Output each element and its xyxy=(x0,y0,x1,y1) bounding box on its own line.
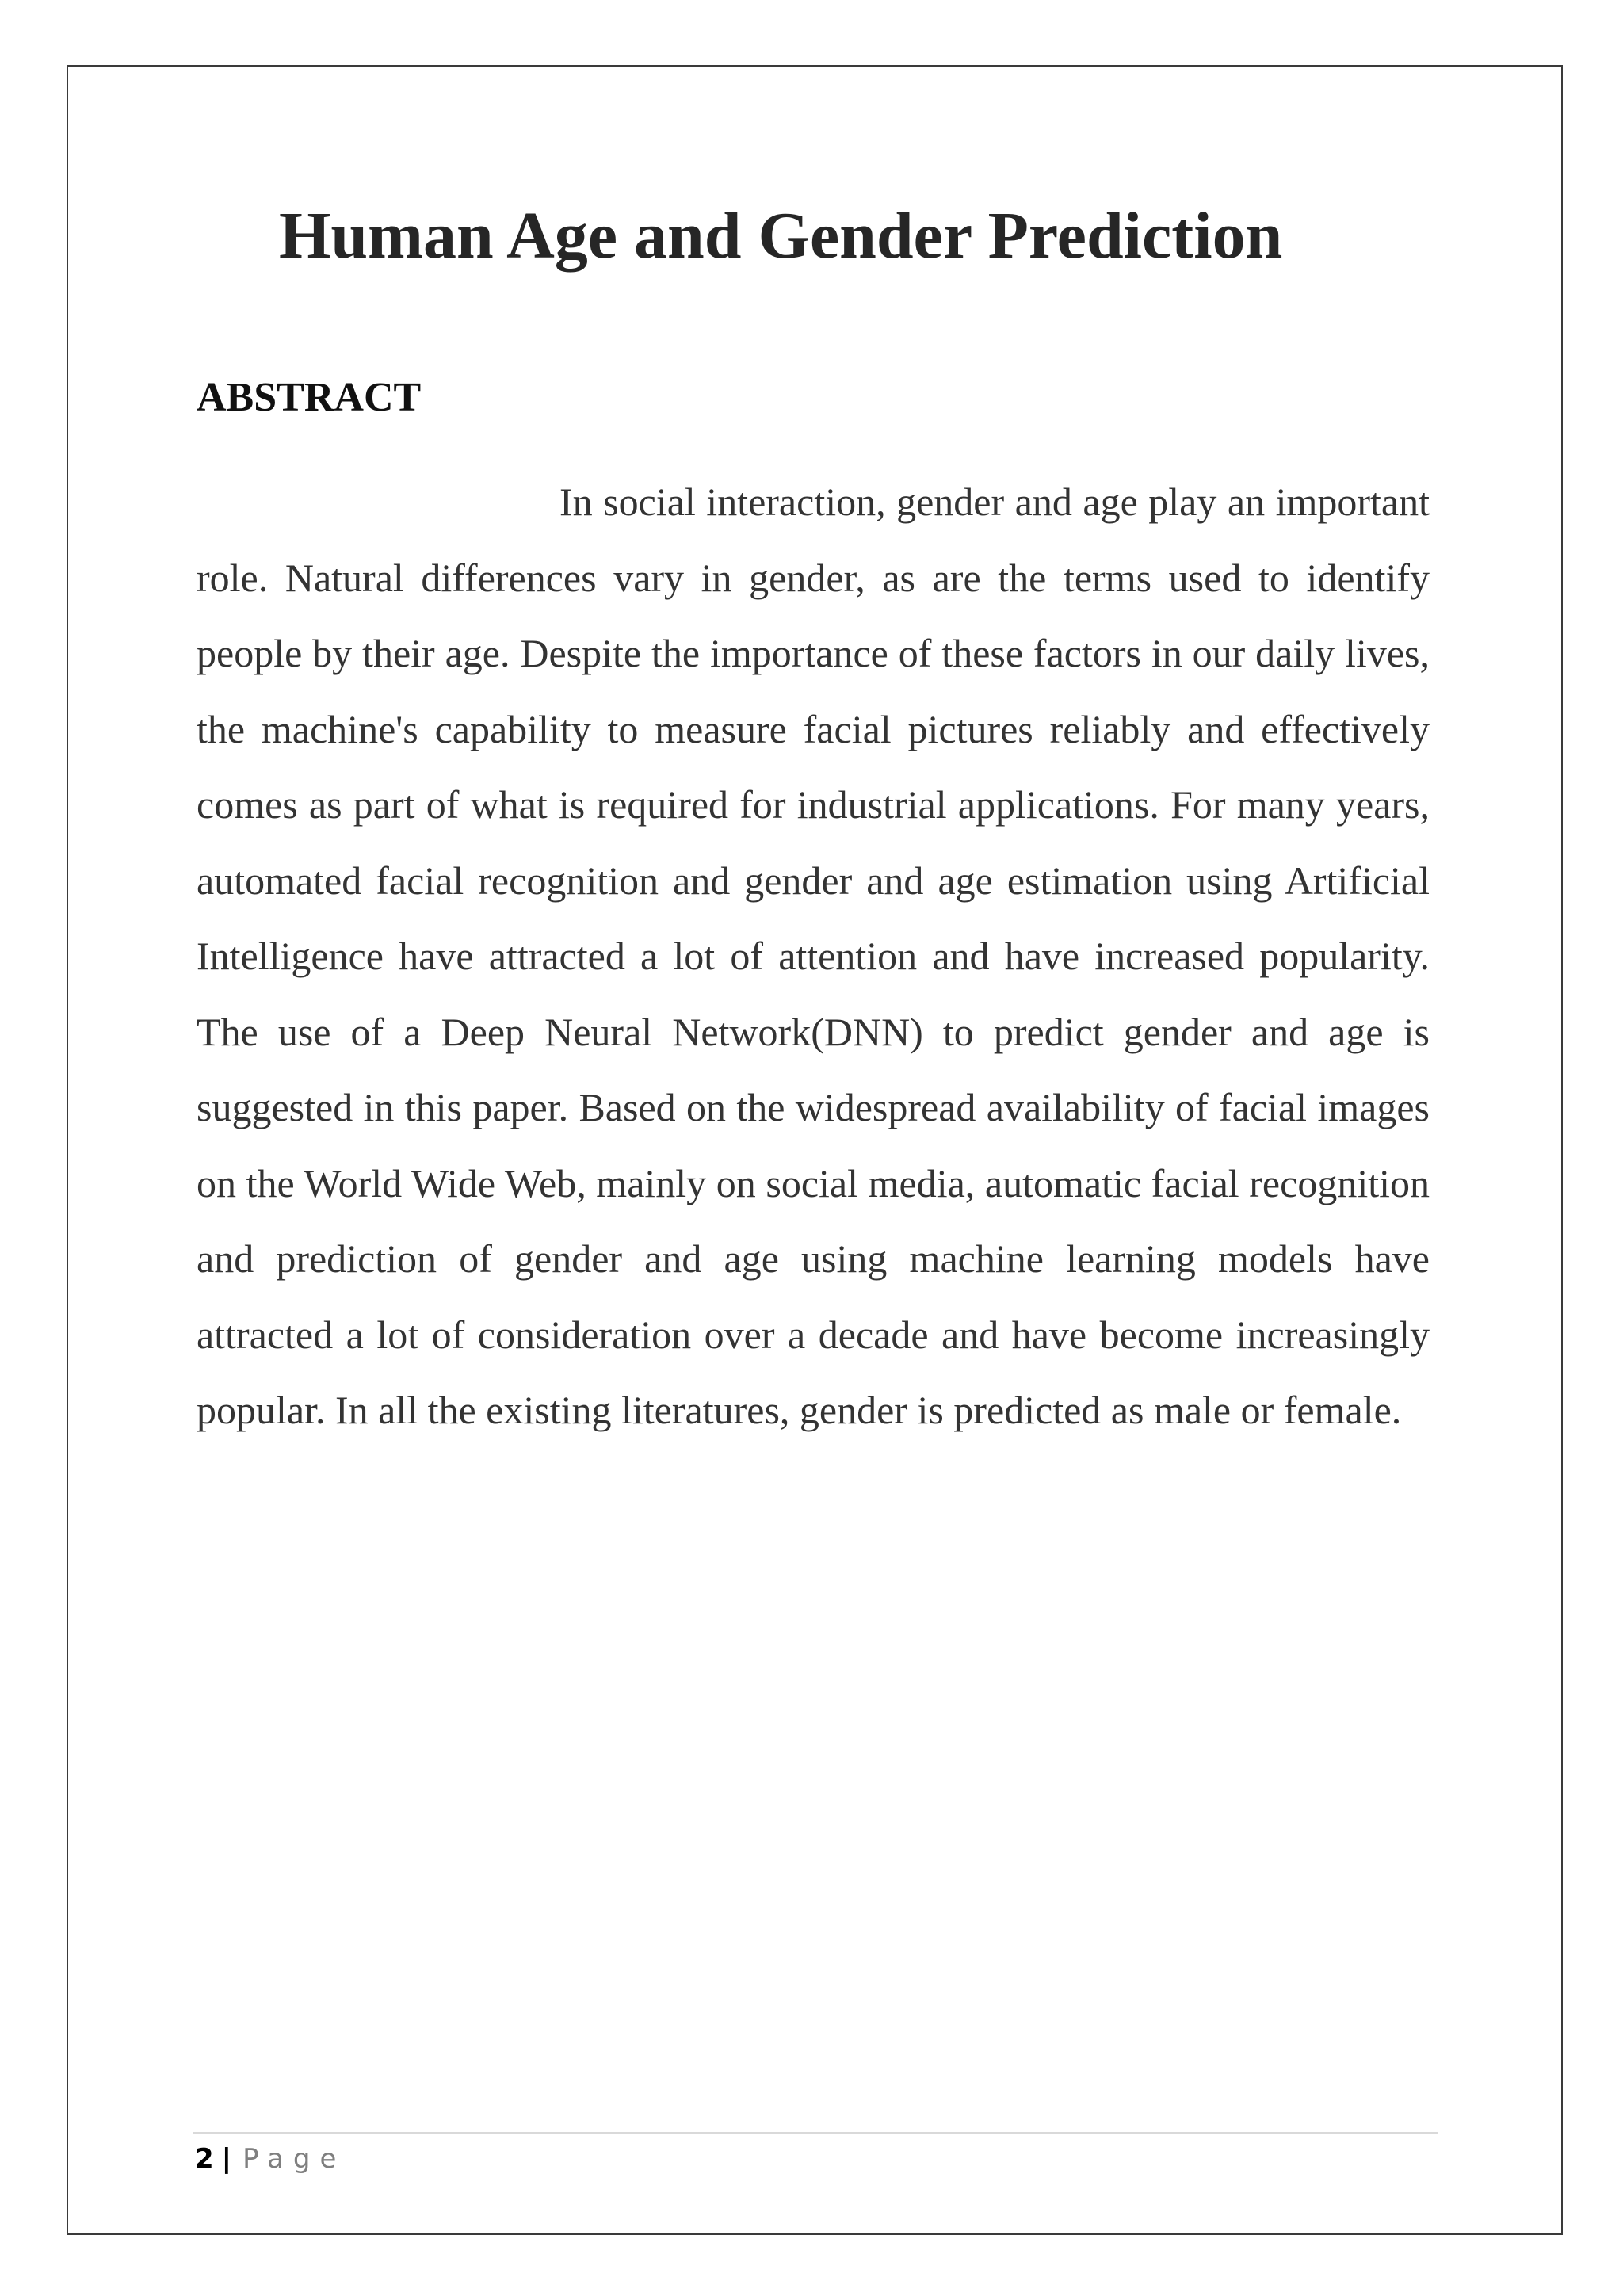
page-label: Page xyxy=(242,2143,346,2175)
document-title: Human Age and Gender Prediction xyxy=(279,199,1283,273)
page-footer xyxy=(195,2141,346,2176)
footer-divider xyxy=(193,2132,1438,2134)
page-number: 2 xyxy=(195,2143,214,2175)
section-heading-abstract: ABSTRACT xyxy=(197,375,422,420)
abstract-paragraph: In social interaction, gender and age play an important role. Natural differences vary in gender, as are the terms used to identify people by their age. Despite the importance of these factors in our daily lives, the machine's capability to measure facial pictures reliably and effectively comes as part of what is required for industrial applications. For many years, automated facial recognition and gender and age estimation using Artificial Intelligence have attracted a lot of attention and have increased popularity. The use of a Deep Neural Network(DNN) to predict gender and age is suggested in this paper. Based on the widespread availability of facial images on the World Wide Web, mainly on social media, automatic facial recognition and prediction of gender and age using machine learning models have attracted a lot of consideration over a decade and have become increasingly popular. In all the existing literatures, gender is predicted as male or female. xyxy=(197,479,1430,1432)
footer-separator: | xyxy=(221,2143,232,2175)
